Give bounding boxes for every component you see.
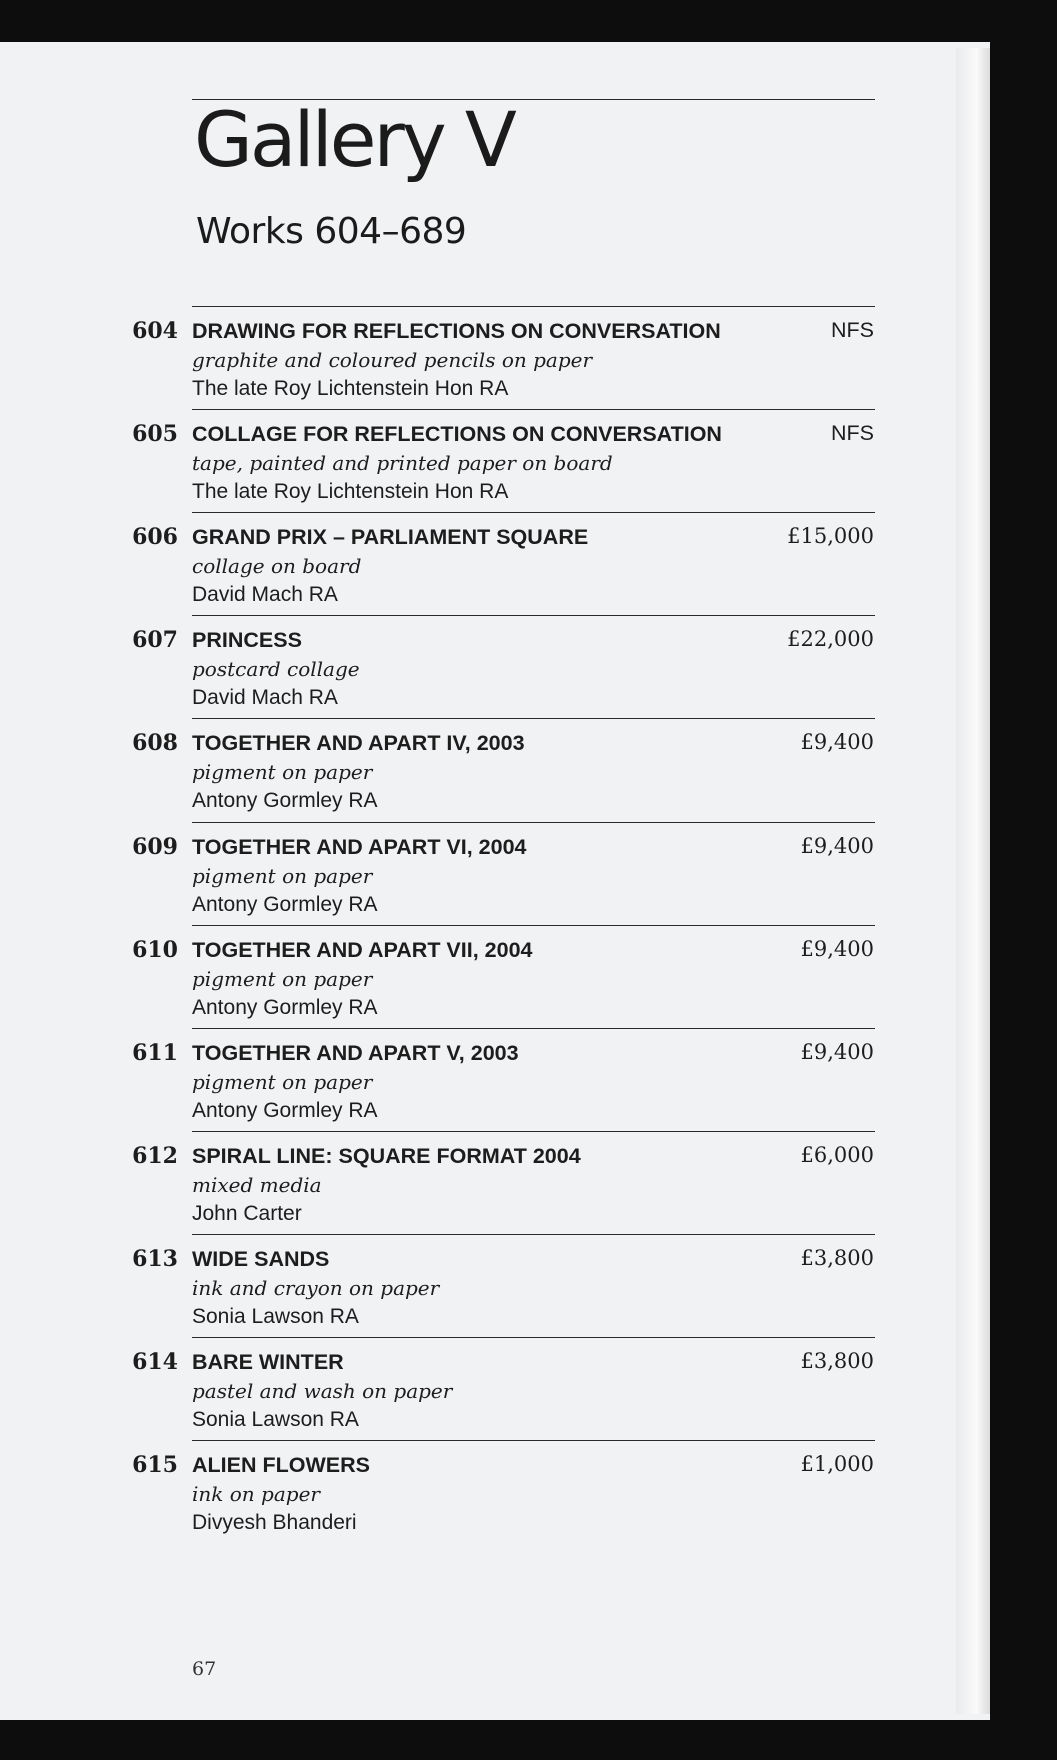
work-artist: Antony Gormley RA — [192, 1099, 378, 1122]
work-artist: Antony Gormley RA — [192, 789, 378, 812]
work-price: NFS — [831, 421, 874, 445]
page-number: 67 — [192, 1658, 217, 1680]
work-price: £9,400 — [800, 937, 874, 961]
work-price: £15,000 — [787, 524, 874, 548]
work-medium: pigment on paper — [192, 1070, 373, 1094]
work-medium: mixed media — [192, 1173, 322, 1197]
work-title: BARE WINTER — [192, 1350, 344, 1374]
work-artist: Sonia Lawson RA — [192, 1408, 359, 1431]
work-title: TOGETHER AND APART VI, 2004 — [192, 835, 527, 859]
work-artist: Antony Gormley RA — [192, 996, 378, 1019]
work-title: WIDE SANDS — [192, 1247, 330, 1271]
work-medium: pigment on paper — [192, 967, 373, 991]
list-item — [0, 1131, 990, 1231]
work-artist: The late Roy Lichtenstein Hon RA — [192, 377, 509, 400]
work-number: 610 — [132, 937, 178, 963]
work-number: 612 — [132, 1143, 178, 1169]
work-medium: pigment on paper — [192, 864, 373, 888]
work-price: £9,400 — [800, 730, 874, 754]
work-number: 604 — [132, 318, 178, 344]
work-medium: ink and crayon on paper — [192, 1276, 440, 1300]
work-medium: ink on paper — [192, 1482, 320, 1506]
page-subtitle: Works 604–689 — [196, 211, 467, 252]
page-title: Gallery V — [194, 95, 514, 184]
work-number: 606 — [132, 524, 178, 550]
list-item — [0, 718, 990, 818]
work-artist: Sonia Lawson RA — [192, 1305, 359, 1328]
work-title: TOGETHER AND APART IV, 2003 — [192, 731, 525, 755]
work-price: £3,800 — [800, 1246, 874, 1270]
work-number: 607 — [132, 627, 178, 653]
work-title: TOGETHER AND APART V, 2003 — [192, 1041, 519, 1065]
work-artist: David Mach RA — [192, 686, 338, 709]
list-item — [0, 1440, 990, 1540]
work-title: SPIRAL LINE: SQUARE FORMAT 2004 — [192, 1144, 581, 1168]
work-medium: postcard collage — [192, 657, 360, 681]
work-title: DRAWING FOR REFLECTIONS ON CONVERSATION — [192, 319, 721, 343]
work-artist: Divyesh Bhanderi — [192, 1511, 357, 1534]
work-medium: tape, painted and printed paper on board — [192, 451, 613, 475]
work-number: 608 — [132, 730, 178, 756]
list-item — [0, 409, 990, 509]
list-item — [0, 512, 990, 612]
list-item — [0, 1234, 990, 1334]
work-number: 605 — [132, 421, 178, 447]
work-artist: David Mach RA — [192, 583, 338, 606]
work-medium: graphite and coloured pencils on paper — [192, 348, 593, 372]
work-title: GRAND PRIX – PARLIAMENT SQUARE — [192, 525, 589, 549]
work-price: £3,800 — [800, 1349, 874, 1373]
work-artist: John Carter — [192, 1202, 302, 1225]
work-price: £9,400 — [800, 834, 874, 858]
work-medium: collage on board — [192, 554, 362, 578]
list-item — [0, 822, 990, 922]
work-number: 611 — [132, 1040, 178, 1066]
list-item — [0, 615, 990, 715]
work-title: TOGETHER AND APART VII, 2004 — [192, 938, 533, 962]
work-medium: pastel and wash on paper — [192, 1379, 453, 1403]
work-title: ALIEN FLOWERS — [192, 1453, 370, 1477]
list-item — [0, 1337, 990, 1437]
list-item — [0, 306, 990, 406]
work-price: £1,000 — [800, 1452, 874, 1476]
work-price: NFS — [831, 318, 874, 342]
list-item — [0, 1028, 990, 1128]
work-number: 614 — [132, 1349, 178, 1375]
work-artist: The late Roy Lichtenstein Hon RA — [192, 480, 509, 503]
work-title: COLLAGE FOR REFLECTIONS ON CONVERSATION — [192, 422, 722, 446]
work-number: 609 — [132, 834, 178, 860]
work-medium: pigment on paper — [192, 760, 373, 784]
work-title: PRINCESS — [192, 628, 302, 652]
work-price: £9,400 — [800, 1040, 874, 1064]
work-price: £22,000 — [787, 627, 874, 651]
list-item — [0, 925, 990, 1025]
work-number: 615 — [132, 1452, 178, 1478]
work-number: 613 — [132, 1246, 178, 1272]
work-artist: Antony Gormley RA — [192, 893, 378, 916]
work-price: £6,000 — [800, 1143, 874, 1167]
